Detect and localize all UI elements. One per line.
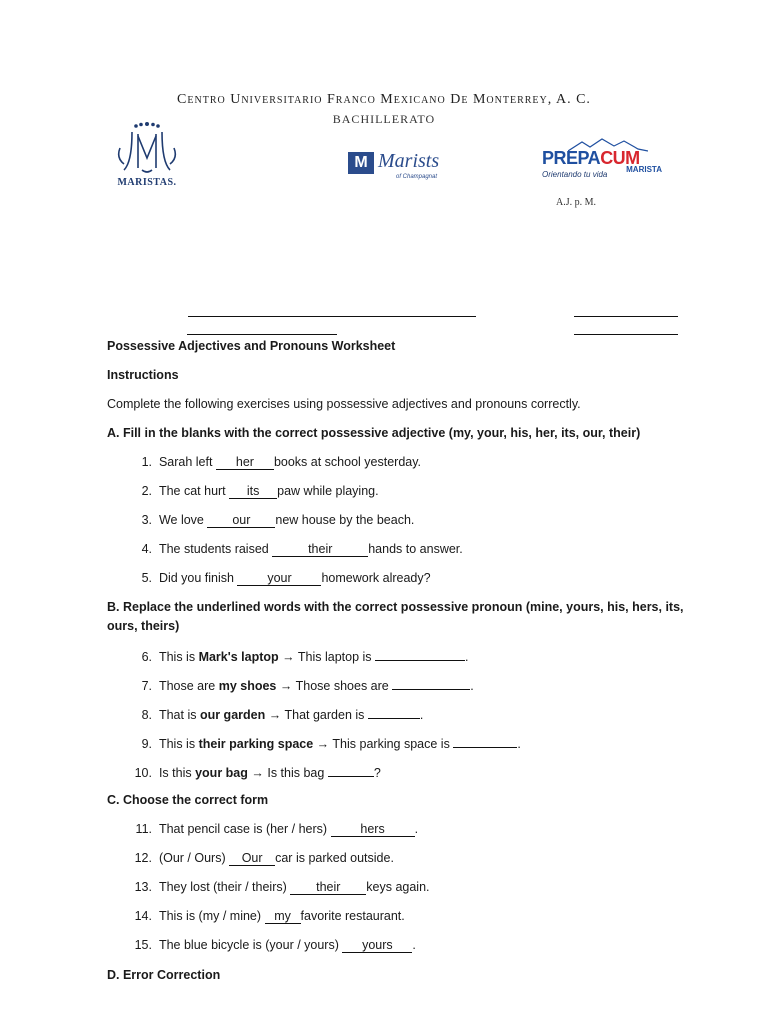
exercise-item: 5. Did you finish your homework already? [141, 571, 431, 585]
arrow-icon: → [251, 766, 264, 780]
exercise-item: 11. That pencil case is (her / hers) hers . [135, 822, 419, 836]
instructions-heading: Instructions [107, 368, 179, 382]
exercise-item: 13. They lost (their / theirs) their keys again. [134, 880, 430, 894]
answer-blank[interactable]: yours [342, 939, 412, 953]
answer-blank[interactable]: your [237, 572, 321, 586]
exercise-item: 9. This is their parking space → This parking space is . [141, 737, 521, 751]
answer-blank[interactable]: her [216, 456, 274, 470]
name-blank-line[interactable] [188, 316, 476, 317]
answer-blank[interactable] [453, 735, 517, 748]
ajpm-motto: A.J. p. M. [556, 197, 597, 208]
section-d-heading: D. Error Correction [107, 968, 221, 982]
maristas-logo [108, 118, 186, 188]
exercise-item: 12. (Our / Ours) Our car is parked outside. [134, 851, 394, 865]
list-number-blank-line[interactable] [574, 334, 678, 335]
exercise-item: 2. The cat hurt its paw while playing. [141, 484, 379, 498]
worksheet-title: Possessive Adjectives and Pronouns Worksheet [107, 339, 396, 353]
marists-m-mark: M [348, 152, 374, 174]
answer-blank[interactable]: hers [331, 823, 415, 837]
answer-blank[interactable] [328, 764, 374, 777]
arrow-icon: → [268, 708, 282, 722]
answer-blank[interactable]: their [290, 881, 366, 895]
prepacum-marista: MARISTA [626, 165, 662, 174]
exercise-item: 10. Is this your bag → Is this bag ? [134, 766, 381, 780]
answer-blank[interactable]: our [207, 514, 275, 528]
answer-blank[interactable]: Our [229, 852, 275, 866]
marists-logo [346, 146, 446, 186]
school-name: Centro Universitario Franco Mexicano De Monterrey, A. C. [177, 92, 591, 107]
arrow-icon: → [282, 650, 295, 664]
group-blank-line[interactable] [187, 334, 337, 335]
section-b-heading-cont: ours, theirs) [107, 619, 180, 633]
school-subtitle: BACHILLERATO [332, 112, 436, 126]
exercise-item: 6. This is Mark's laptop → This laptop is . [141, 650, 469, 664]
answer-blank[interactable] [392, 677, 470, 690]
arrow-icon: → [279, 679, 293, 693]
marists-logo-text: Marists [378, 150, 440, 172]
exercise-item: 8. That is our garden → That garden is . [141, 708, 424, 722]
prepacum-logo [538, 138, 670, 186]
marists-logo-subtext: of Champagnat [396, 174, 438, 180]
prepacum-wordmark: PREPACUM [542, 148, 640, 168]
section-c-heading: C. Choose the correct form [107, 793, 269, 807]
exercise-item: 7. Those are my shoes → Those shoes are . [141, 679, 474, 693]
section-b-heading: B. Replace the underlined words with the correct possessive pronoun (mine, yours, his, hers, its, [107, 600, 684, 614]
section-a-heading: A. Fill in the blanks with the correct possessive adjective (my, your, his, her, its, our, their) [107, 426, 641, 440]
arrow-icon: → [316, 737, 330, 751]
prepacum-tagline: Orientando tu vida [542, 170, 608, 179]
exercise-item: 14. This is (my / mine) my favorite restaurant. [134, 909, 405, 923]
exercise-item: 1. Sarah left her books at school yesterday. [141, 455, 422, 469]
exercise-item: 3. We love our new house by the beach. [141, 513, 415, 527]
answer-blank[interactable]: its [229, 485, 277, 499]
answer-blank[interactable]: my [265, 910, 301, 924]
maristas-logo-caption: MARISTAS. [117, 177, 177, 188]
exercise-item: 15. The blue bicycle is (your / yours) yours . [134, 938, 416, 952]
date-blank-line[interactable] [574, 316, 678, 317]
instructions-text: Complete the following exercises using possessive adjectives and pronouns correctly. [107, 397, 581, 411]
answer-blank[interactable] [368, 706, 420, 719]
exercise-item: 4. The students raised their hands to answer. [141, 542, 463, 556]
answer-blank[interactable] [375, 648, 465, 661]
answer-blank[interactable]: their [272, 543, 368, 557]
